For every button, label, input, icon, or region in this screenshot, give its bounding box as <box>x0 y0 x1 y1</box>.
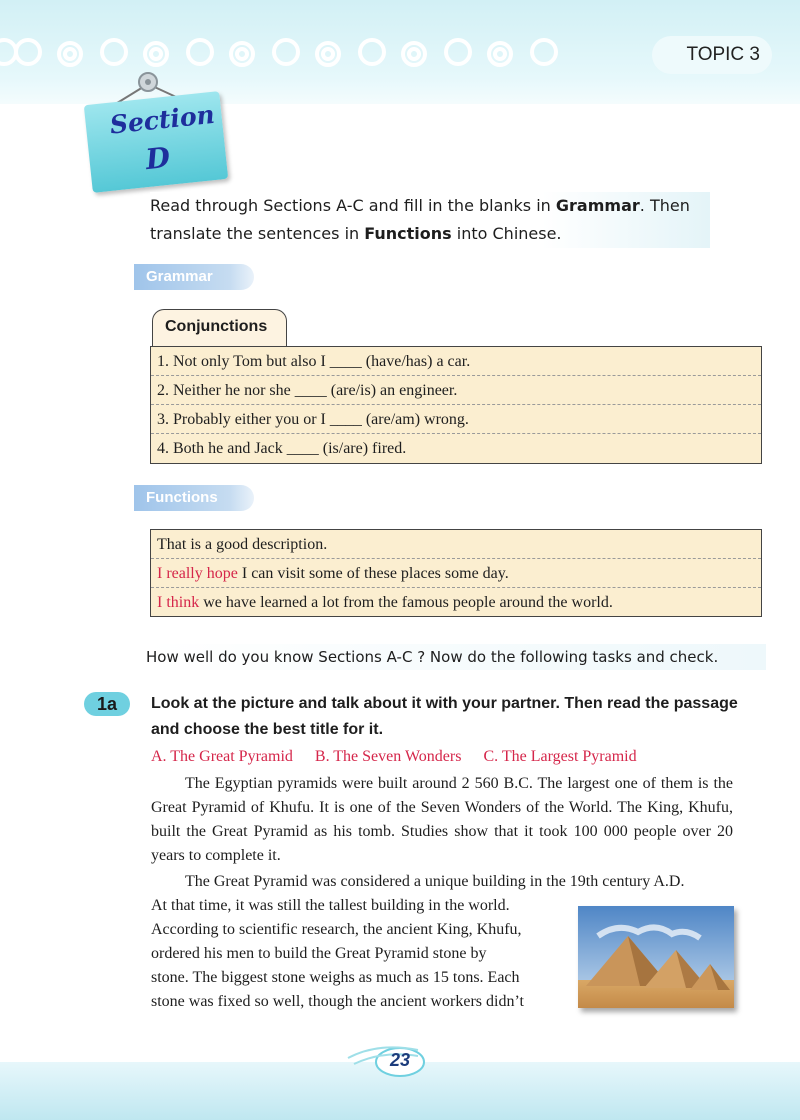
paragraph-2-line: According to scientific research, the ancient King, Khufu, <box>151 921 522 938</box>
functions-label: Functions <box>134 485 254 511</box>
paragraph-2-line: stone was fixed so well, though the ancient workers didn’t <box>151 993 524 1010</box>
decorative-circles <box>0 34 560 70</box>
page-number-badge <box>340 1040 460 1080</box>
paragraph-2-first-line: The Great Pyramid was considered a unique building in the 19th century A.D. <box>185 873 685 890</box>
functions-row: I think we have learned a lot from the famous people around the world. <box>157 594 613 611</box>
paragraph-2-line: stone. The biggest stone weighs as much as 15 tons. Each <box>151 969 520 986</box>
task-badge: 1a <box>84 692 130 716</box>
functions-row: I really hope I can visit some of these places some day. <box>151 559 761 588</box>
title-options <box>151 748 751 766</box>
grammar-row: 4. Both he and Jack ____ (is/are) fired. <box>157 440 407 457</box>
functions-table <box>150 529 762 617</box>
paragraph-2-line: ordered his men to build the Great Pyramid stone by <box>151 945 487 962</box>
grammar-row: 2. Neither he nor she ____ (are/is) an engineer. <box>151 376 761 405</box>
option-c: C. The Largest Pyramid <box>483 748 637 765</box>
grammar-table <box>150 346 762 464</box>
grammar-label: Grammar <box>134 264 254 290</box>
topic-label: TOPIC 3 <box>652 36 772 74</box>
grammar-row: 1. Not only Tom but also I ____ (have/has) a car. <box>151 347 761 376</box>
task-instruction: Look at the picture and talk about it with your partner. Then read the passage and choose the best title for it. <box>151 695 738 738</box>
functions-row: That is a good description. <box>151 530 761 559</box>
paragraph-1: The Egyptian pyramids were built around 2 560 B.C. The largest one of them is the Great Pyramid of Khufu. It is one of the Seven Wonders of the World. The King, Khufu, built the Great Pyramid as his tomb. Studies show that it took 100 000 people over 20 years to complete it. <box>151 775 733 864</box>
paragraph-2-line: At that time, it was still the tallest building in the world. <box>151 897 510 914</box>
option-a: A. The Great Pyramid <box>151 748 293 765</box>
conjunctions-tab: Conjunctions <box>152 309 287 347</box>
section-d-card <box>84 91 228 193</box>
section-letter: D <box>144 140 172 177</box>
page-number: 23 <box>389 1050 411 1070</box>
section-word: Section <box>108 99 217 140</box>
pyramids-photo <box>578 906 734 1008</box>
grammar-row: 3. Probably either you or I ____ (are/am) wrong. <box>151 405 761 434</box>
instructions: Read through Sections A-C and fill in the blanks in Grammar. Then translate the sentences in Functions into Chinese. <box>150 192 710 248</box>
option-b: B. The Seven Wonders <box>314 748 462 765</box>
review-question: How well do you know Sections A-C ? Now do the following tasks and check. <box>146 644 766 670</box>
